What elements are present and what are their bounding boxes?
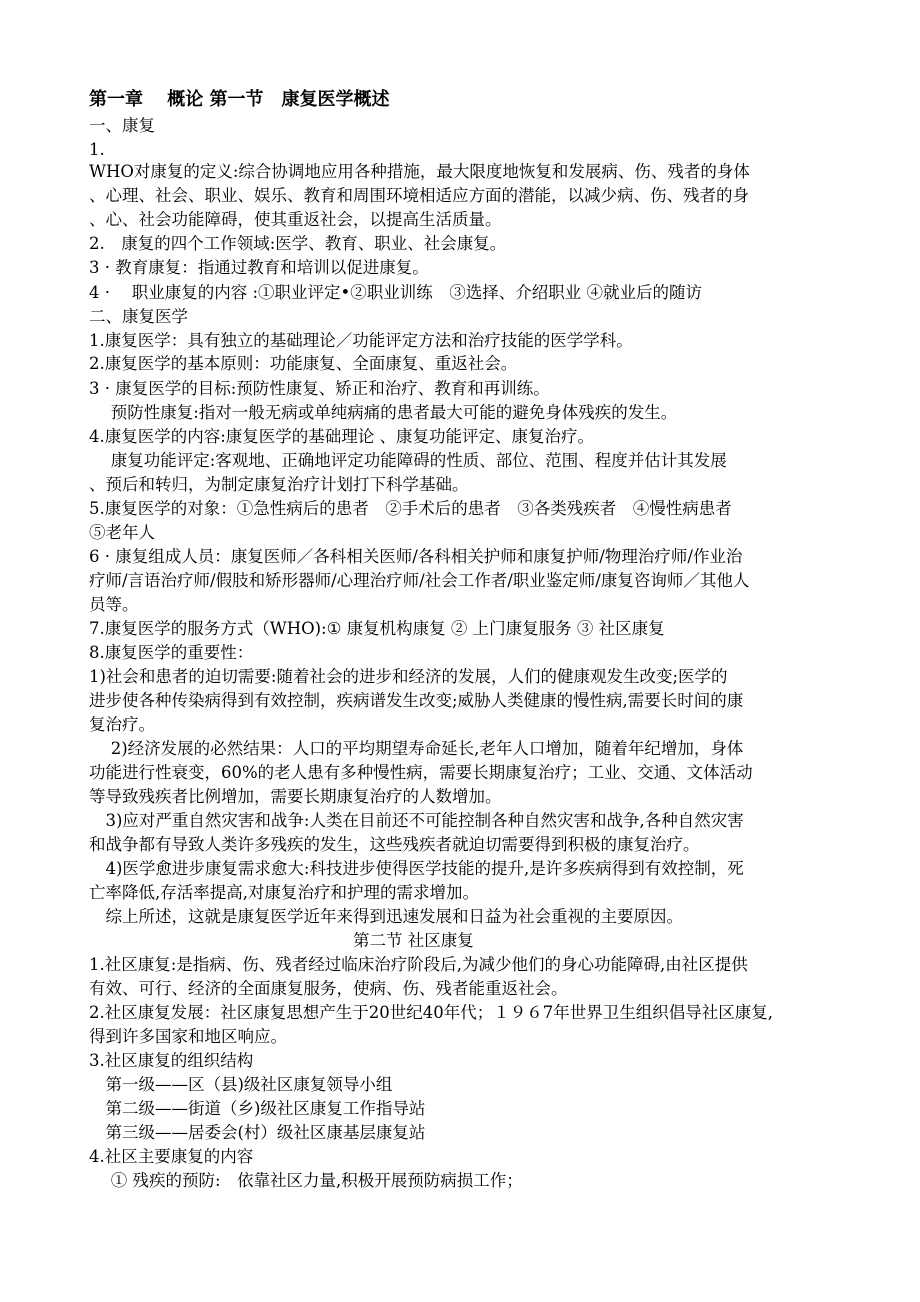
text-line: 2. 康复的四个工作领域:医学、教育、职业、社会康复。 [89,234,507,253]
text-line: 4)医学愈进步康复需求愈大:科技进步使得医学技能的提升,是许多疾病得到有效控制，死 [89,859,744,878]
text-line: 4 · 职业康复的内容 :①职业评定•②职业训练 ③选择、介绍职业 ④就业后的随访 [89,283,703,302]
text-line: 1.社区康复:是指病、伤、残者经过临床治疗阶段后,为减少他们的身心功能障碍,由社区提供 [89,955,748,974]
text-line: 预防性康复:指对一般无病或单纯病痛的患者最大可能的避免身体残疾的发生。 [89,403,678,422]
text-line: 6 · 康复组成人员：康复医师／各科相关医师/各科相关护师和康复护师/物理治疗师/作业治 [89,547,743,566]
text-line: 第三级——居委会(村）级社区康基层康复站 [89,1123,426,1142]
chapter-heading: 第一章 概论 第一节 康复医学概述 [89,89,390,110]
text-line: 3)应对严重自然灾害和战争:人类在目前还不可能控制各种自然灾害和战争,各种自然灾害 [89,811,744,830]
text-line: 8.康复医学的重要性： [89,643,254,662]
text-line: 2.社区康复发展：社区康复思想产生于20世纪40年代；１９６7年世界卫生组织倡导社区康复, [89,1003,773,1022]
text-line: 功能进行性衰变，60%的老人患有多种慢性病，需要长期康复治疗；工业、交通、文体活动 [89,763,753,782]
text-line: 4.社区主要康复的内容 [89,1147,254,1166]
text-line: 一、康复 [89,116,155,135]
text-line: ⑤老年人 [89,523,155,542]
text-line: 2.康复医学的基本原则：功能康复、全面康复、重返社会。 [89,354,518,373]
text-line: 二、康复医学 [89,307,188,326]
text-line: 第一级——区（县)级社区康复领导小组 [89,1075,393,1094]
text-line: 1.康复医学：具有独立的基础理论／功能评定方法和治疗技能的医学学科。 [89,331,633,350]
text-line: 员等。 [89,595,139,614]
text-line: 7.康复医学的服务方式（WHO):① 康复机构康复 ② 上门康复服务 ③ 社区康复 [89,619,665,638]
text-line: 第二级——街道（乡)级社区康复工作指导站 [89,1099,426,1118]
text-line: 4.康复医学的内容:康复医学的基础理论 、康复功能评定、康复治疗。 [89,427,595,446]
section-heading: 第二节 社区康复 [89,931,474,950]
text-line: 得到许多国家和地区响应。 [89,1027,287,1046]
text-line: 康复功能评定:客观地、正确地评定功能障碍的性质、部位、范围、程度并估计其发展 [89,451,727,470]
text-line: 2)经济发展的必然结果：人口的平均期望寿命延长,老年人口增加，随着年纪增加，身体 [89,739,744,758]
text-line: 、心理、社会、职业、娱乐、教育和周围环境相适应方面的潜能，以减少病、伤、残者的身 [89,186,749,205]
text-line: ① 残疾的预防: 依靠社区力量,积极开展预防病损工作； [89,1171,523,1190]
text-line: WHO对康复的定义:综合协调地应用各种措施，最大限度地恢复和发展病、伤、残者的身体 [89,162,750,181]
text-line: 等导致残疾者比例增加，需要长期康复治疗的人数增加。 [89,787,502,806]
text-line: 3 · 康复医学的目标:预防性康复、矫正和治疗、教育和再训练。 [89,379,550,398]
text-line: 5.康复医学的对象：①急性病后的患者 ②手术后的患者 ③各类残疾者 ④慢性病患者 [89,499,732,518]
text-line: 复治疗。 [89,715,155,734]
text-line: 1. [89,140,105,159]
text-line: 和战争都有导致人类许多残疾的发生，这些残疾者就迫切需要得到积极的康复治疗。 [89,835,700,854]
text-line: 、预后和转归，为制定康复治疗计划打下科学基础。 [89,475,469,494]
text-line: 3 · 教育康复：指通过教育和培训以促进康复。 [89,258,429,277]
text-line: 亡率降低,存活率提高,对康复治疗和护理的需求增加。 [89,883,479,902]
text-line: 1)社会和患者的迫切需要:随着社会的进步和经济的发展，人们的健康观发生改变;医学的 [89,667,728,686]
text-line: 3.社区康复的组织结构 [89,1051,254,1070]
text-line: 进步使各种传染病得到有效控制，疾病谱发生改变;威胁人类健康的慢性病,需要长时间的康 [89,691,744,710]
text-line: 综上所述，这就是康复医学近年来得到迅速发展和日益为社会重视的主要原因。 [89,907,683,926]
text-line: 疗师/言语治疗师/假肢和矫形器师/心理治疗师/社会工作者/职业鉴定师/康复咨询师／其他人 [89,571,750,590]
text-line: 有效、可行、经济的全面康复服务，使病、伤、残者能重返社会。 [89,979,568,998]
text-line: 、心、社会功能障碍，使其重返社会，以提高生活质量。 [89,210,502,229]
